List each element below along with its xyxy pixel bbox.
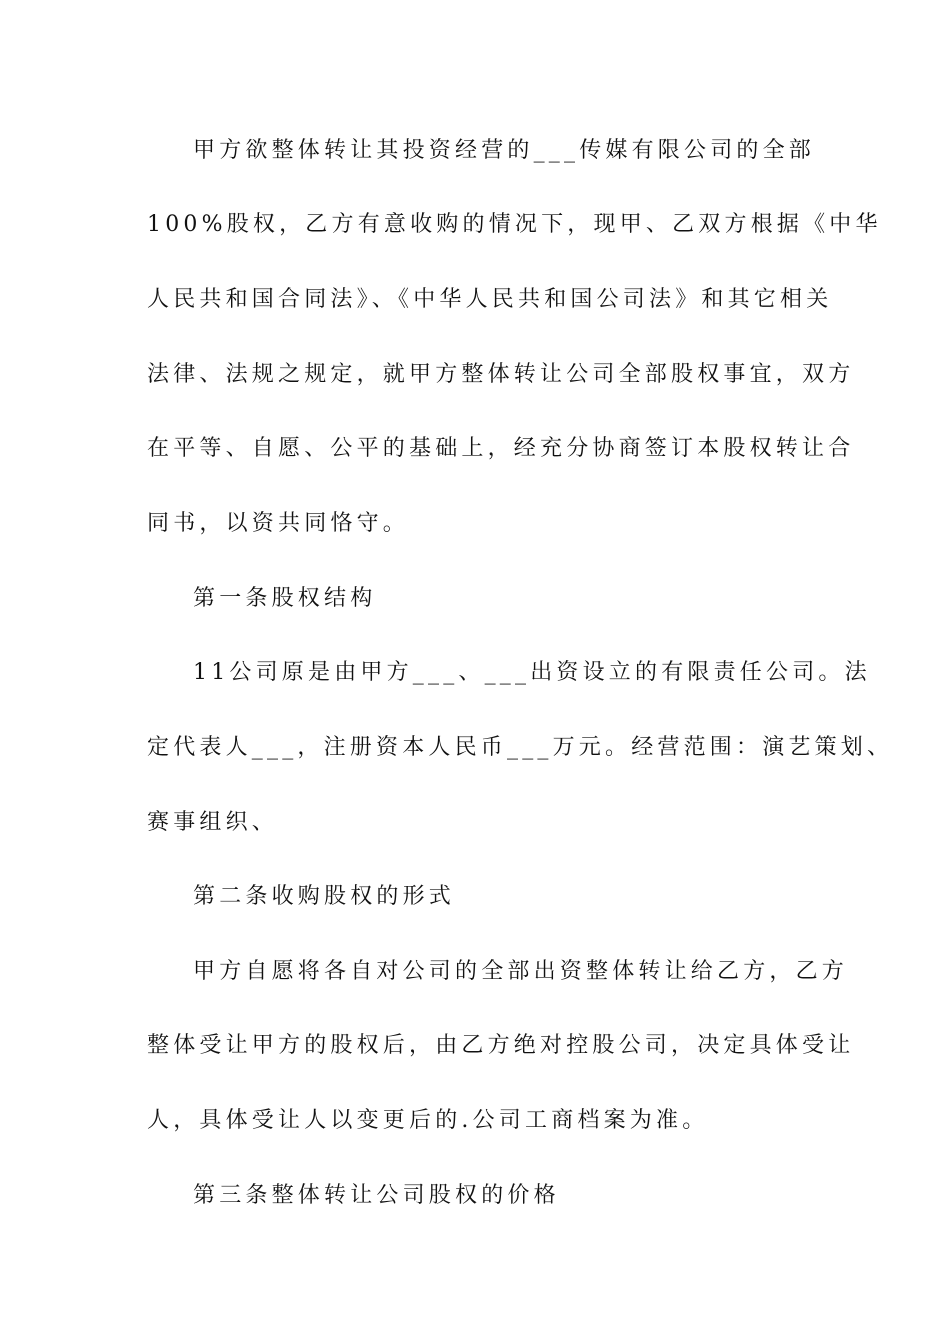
paragraph-intro-line-6: 同书，以资共同恪守。: [147, 511, 410, 536]
paragraph-intro-line-3: 人民共和国合同法》、《中华人民共和国公司法》和其它相关: [147, 287, 833, 312]
article-2-line-3: 人，具体受让人以变更后的.公司工商档案为准。: [147, 1108, 709, 1133]
article-1-line-3: 赛事组织、: [147, 810, 279, 835]
article-1-heading: 第一条股权结构: [193, 586, 377, 611]
paragraph-intro-line-1: 甲方欲整体转让其投资经营的___传媒有限公司的全部: [193, 138, 816, 163]
paragraph-intro-line-4: 法律、法规之规定，就甲方整体转让公司全部股权事宜，双方: [147, 362, 855, 387]
article-2-heading: 第二条收购股权的形式: [193, 884, 456, 909]
article-2-line-2: 整体受让甲方的股权后，由乙方绝对控股公司，决定具体受让: [147, 1033, 855, 1058]
paragraph-intro-line-5: 在平等、自愿、公平的基础上，经充分协商签订本股权转让合: [147, 436, 855, 461]
article-1-line-2: 定代表人___，注册资本人民币___万元。经营范围：演艺策划、: [147, 735, 894, 760]
paragraph-intro-line-2: 100%股权，乙方有意收购的情况下，现甲、乙双方根据《中华: [147, 212, 882, 237]
article-2-line-1: 甲方自愿将各自对公司的全部出资整体转让给乙方，乙方: [193, 959, 849, 984]
article-3-heading: 第三条整体转让公司股权的价格: [193, 1183, 560, 1208]
article-1-line-1: 11公司原是由甲方___、___出资设立的有限责任公司。法: [193, 660, 871, 685]
